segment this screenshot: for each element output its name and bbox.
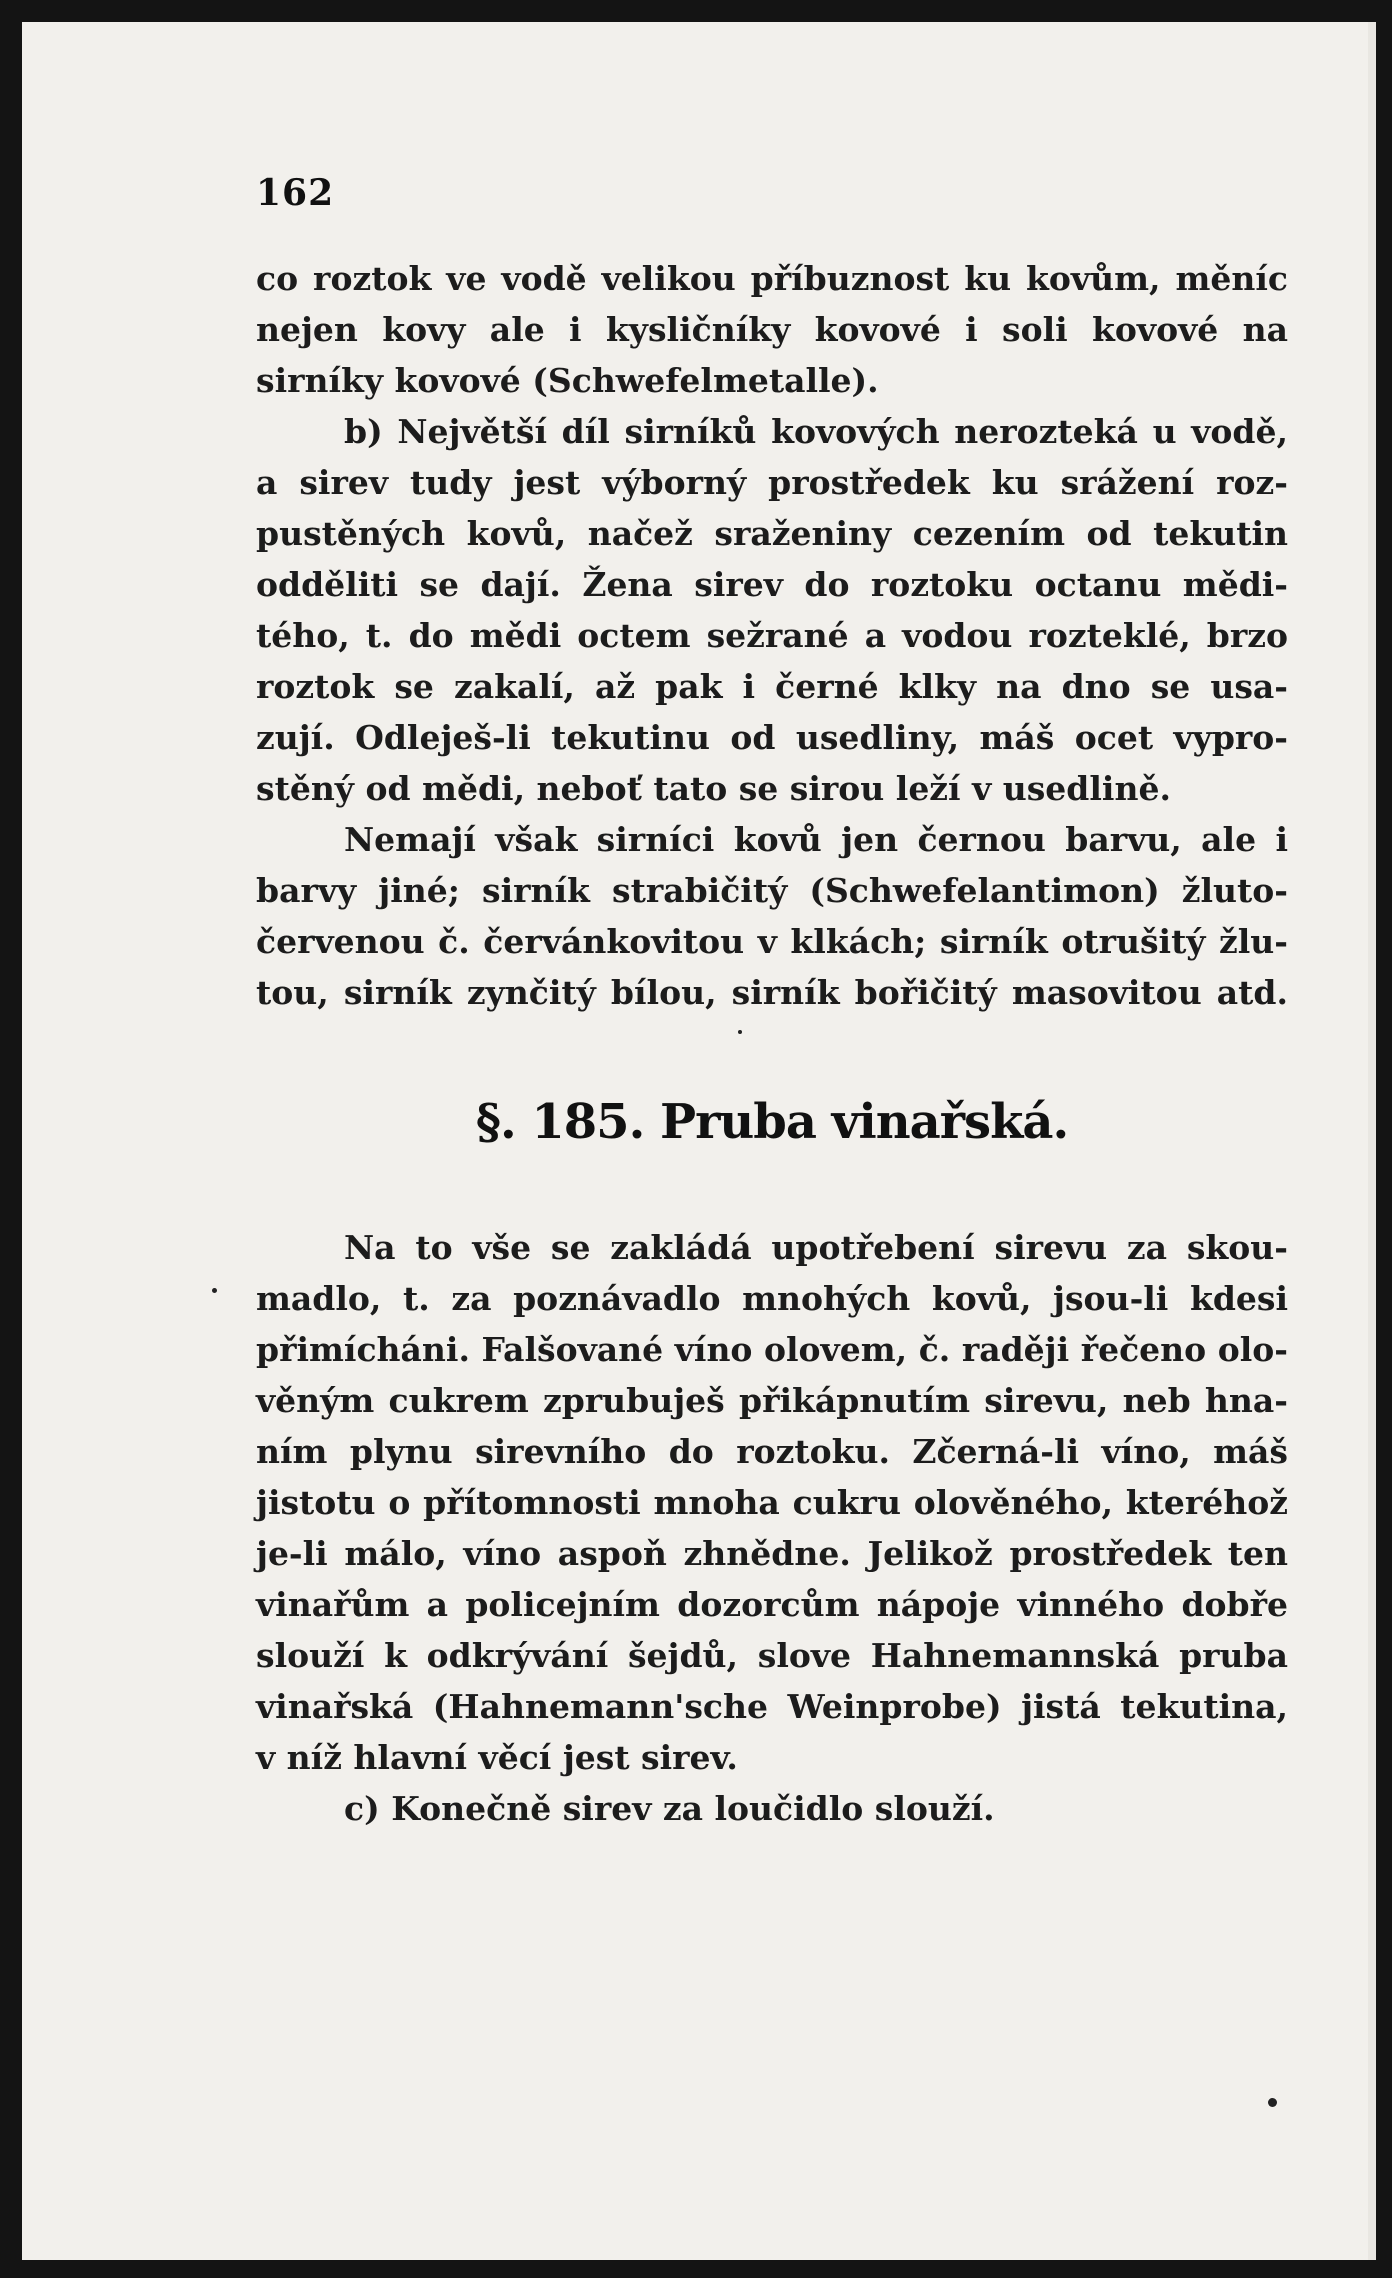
section-heading: §. 185. Pruba vinařská. (475, 1094, 1069, 1150)
text-line: madlo, t. za poznávadlo mnohých kovů, jsou-li kdesi (256, 1279, 1288, 1318)
text-line: Nemají však sirníci kovů jen černou barvu, ale i (344, 820, 1288, 859)
ink-speck (212, 1288, 217, 1293)
text-line: slouží k odkrývání šejdů, slove Hahnemannská pruba (256, 1636, 1288, 1675)
text-line: nejen kovy ale i kysličníky kovové i soli kovové na (256, 310, 1288, 349)
text-line: tého, t. do mědi octem sežrané a vodou rozteklé, brzo (256, 616, 1288, 655)
text-line: červenou č. červánkovitou v klkách; sirník otrušitý žlu- (256, 922, 1288, 961)
text-line: v níž hlavní věcí jest sirev. (256, 1738, 738, 1777)
paragraph-block-top (256, 253, 1288, 1018)
ink-speck (738, 1030, 742, 1034)
text-line: jistotu o přítomnosti mnoha cukru olověného, kteréhož (256, 1483, 1288, 1522)
text-line: c) Konečně sirev za loučidlo slouží. (344, 1789, 995, 1828)
text-line: co roztok ve vodě velikou příbuznost ku kovům, měníc (256, 259, 1288, 298)
text-line: vinařská (Hahnemann'sche Weinprobe) jistá tekutina, (256, 1687, 1288, 1726)
text-line: odděliti se dají. Žena sirev do roztoku octanu mědi- (256, 565, 1288, 604)
page-number: 162 (256, 172, 335, 214)
text-line: roztok se zakalí, až pak i černé klky na dno se usa- (256, 667, 1288, 706)
text-line: a sirev tudy jest výborný prostředek ku srážení roz- (256, 463, 1288, 502)
ink-speck (1268, 2098, 1277, 2107)
page-edge (1368, 22, 1376, 2260)
text-line: sirníky kovové (Schwefelmetalle). (256, 361, 879, 400)
text-line: vinařům a policejním dozorcům nápoje vinného dobře (256, 1585, 1288, 1624)
text-line: b) Největší díl sirníků kovových nerozteká u vodě, (344, 412, 1288, 451)
text-line: ním plynu sirevního do roztoku. Zčerná-li víno, máš (256, 1432, 1288, 1471)
text-line: tou, sirník zynčitý bílou, sirník bořičitý masovitou atd. (256, 973, 1288, 1012)
text-line: přimícháni. Falšované víno olovem, č. raději řečeno olo- (256, 1330, 1288, 1369)
text-line: stěný od mědi, neboť tato se sirou leží v usedlině. (256, 769, 1171, 808)
text-line: zují. Odleješ-li tekutinu od usedliny, máš ocet vypro- (256, 718, 1288, 757)
text-line: věným cukrem zprubuješ přikápnutím sirevu, neb hna- (256, 1381, 1288, 1420)
text-line: je-li málo, víno aspoň zhnědne. Jelikož prostředek ten (256, 1534, 1288, 1573)
text-line: barvy jiné; sirník strabičitý (Schwefelantimon) žluto- (256, 871, 1288, 910)
paragraph-block-bottom (256, 1222, 1288, 1834)
text-line: Na to vše se zakládá upotřebení sirevu za skou- (344, 1228, 1288, 1267)
text-line: pustěných kovů, načež sraženiny cezením od tekutin (256, 514, 1288, 553)
